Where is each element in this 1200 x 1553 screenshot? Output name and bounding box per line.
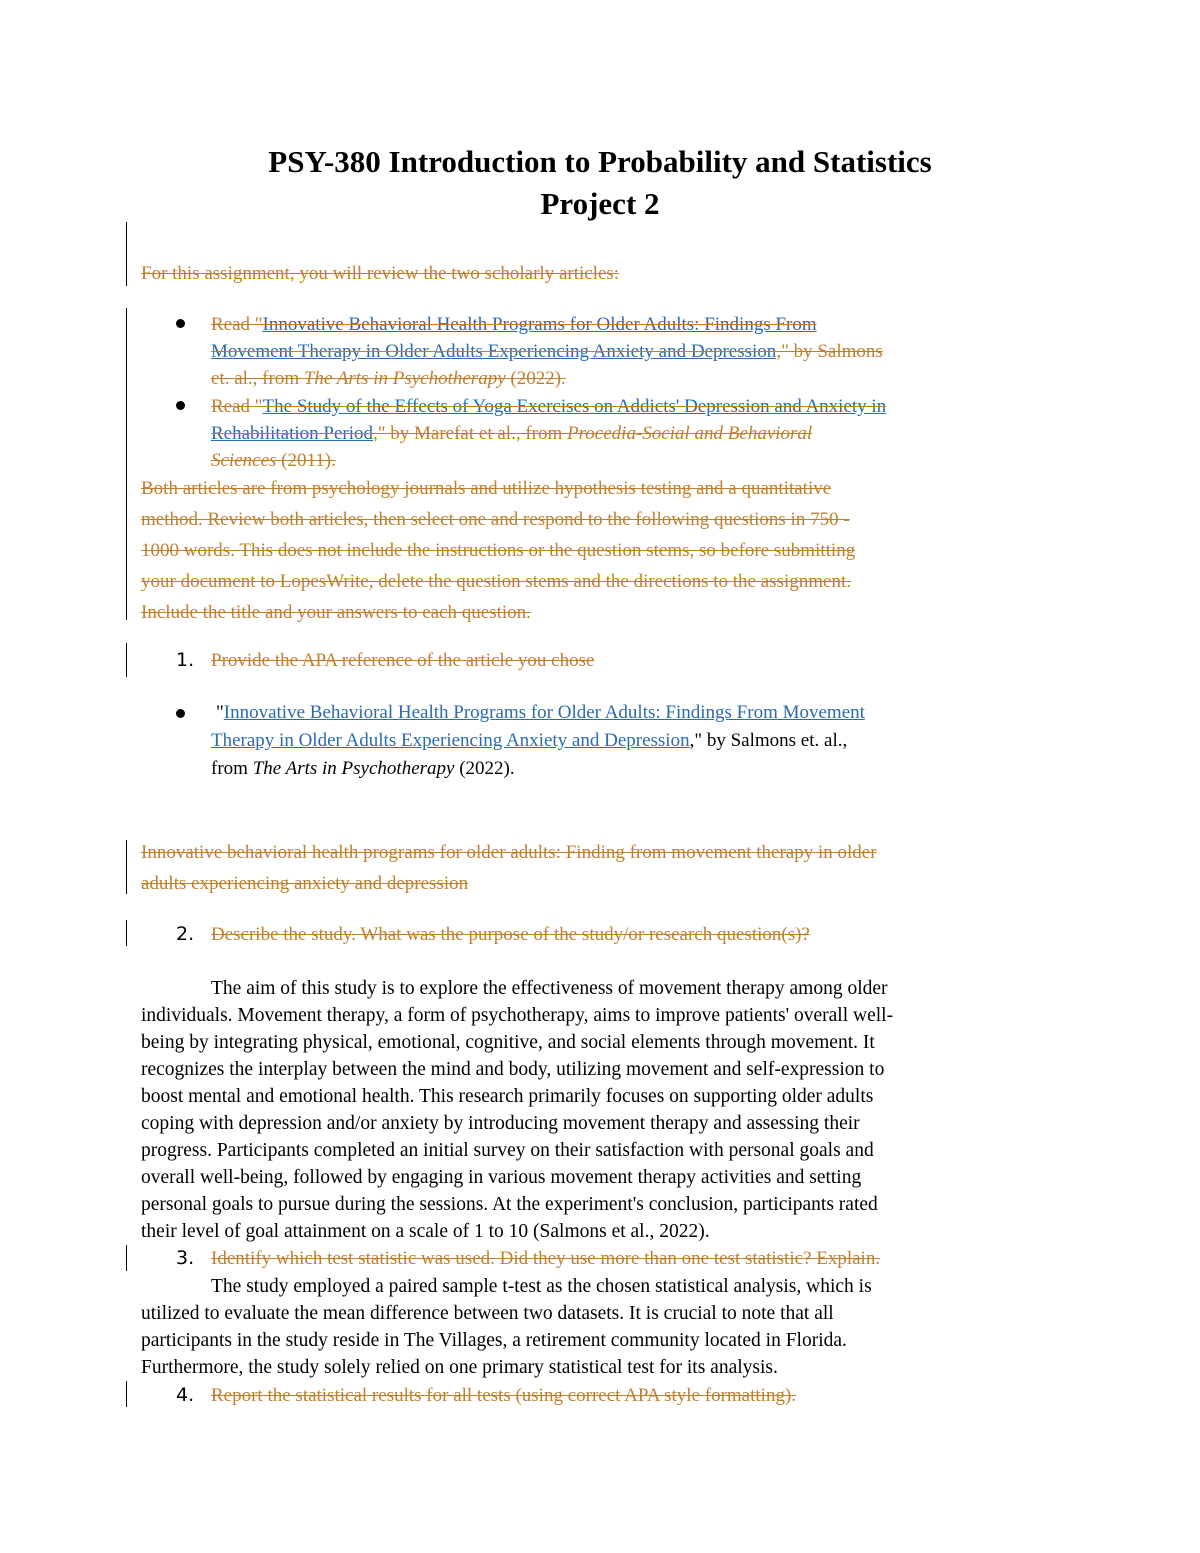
question-2-number: 2. [176, 923, 195, 945]
year-text: (2011). [276, 450, 336, 471]
answer-line: being by integrating physical, emotional, cognitive, and social elements through movement. It [141, 1032, 875, 1053]
answer-line: personal goals to pursue during the sessions. At the experiment's conclusion, participants rated [141, 1194, 878, 1215]
document-title: PSY-380 Introduction to Probability and Statistics [268, 144, 932, 179]
bullet-icon [176, 401, 185, 410]
reading-item-2-line-3 [211, 449, 336, 473]
revision-bar [126, 222, 127, 286]
author-text: ," by Marefat et al., from [373, 423, 568, 444]
article-title-line: Innovative behavioral health programs for older adults: Finding from movement therapy in older [141, 842, 877, 863]
answer-2-paragraph [141, 975, 893, 1245]
year-text: (2022). [505, 368, 566, 389]
answer-line: Furthermore, the study solely relied on one primary statistical test for its analysis. [141, 1357, 778, 1378]
journal-name-continued: Sciences [211, 450, 277, 471]
reference-line-2 [211, 729, 847, 753]
article-2-link-continued[interactable]: Rehabilitation Period [211, 423, 374, 444]
question-1-text: Provide the APA reference of the article you chose [211, 650, 595, 671]
reference-author: ," by Salmons et. al., [689, 730, 848, 751]
reading-item-1-line-2 [211, 340, 883, 364]
answer-line: utilized to evaluate the mean difference between two datasets. It is crucial to note that all [141, 1303, 834, 1324]
reference-from: from [211, 758, 253, 779]
instructions-line: method. Review both articles, then select one and respond to the following questions in 750 - [141, 509, 850, 530]
document-subtitle: Project 2 [540, 186, 660, 221]
question-3-text: Identify which test statistic was used. Did they use more than one test statistic? Explain. [211, 1248, 881, 1269]
revision-bar [126, 1245, 127, 1271]
article-title-line: adults experiencing anxiety and depression [141, 873, 469, 894]
reference-link[interactable]: Innovative Behavioral Health Programs for Older Adults: Findings From Movement [223, 702, 865, 723]
quote-mark: " [216, 702, 224, 723]
instructions-line: 1000 words. This does not include the instructions or the question stems, so before submitting [141, 540, 856, 561]
answer-line: progress. Participants completed an initial survey on their satisfaction with personal goals and [141, 1140, 874, 1161]
read-prefix: Read " [211, 396, 263, 417]
revision-bar [126, 840, 127, 894]
question-4-number: 4. [176, 1384, 195, 1406]
reading-item-1-line-3 [211, 367, 566, 391]
instructions-line: your document to LopesWrite, delete the question stems and the directions to the assignment. [141, 571, 851, 592]
question-4-text: Report the statistical results for all tests (using correct APA style formatting). [211, 1385, 797, 1406]
revision-bar [126, 308, 127, 620]
question-3-number: 3. [176, 1247, 195, 1269]
revision-bar [126, 1381, 127, 1407]
read-prefix: Read " [211, 314, 263, 335]
question-1-number: 1. [176, 649, 195, 671]
answer-line: The study employed a paired sample t-test as the chosen statistical analysis, which is [211, 1276, 872, 1297]
intro-text: For this assignment, you will review the two scholarly articles: [141, 263, 620, 284]
reference-journal: The Arts in Psychotherapy [252, 758, 455, 779]
reference-link-continued[interactable]: Therapy in Older Adults Experiencing Anxiety and Depression [211, 730, 690, 751]
answer-line: coping with depression and/or anxiety by introducing movement therapy and assessing their [141, 1113, 860, 1134]
reading-item-1-line-1 [211, 313, 817, 337]
answer-line: recognizes the interplay between the mind and body, utilizing movement and self-expression to [141, 1059, 885, 1080]
reference-year: (2022). [454, 758, 515, 779]
revision-bar [126, 643, 127, 677]
answer-line: their level of goal attainment on a scale of 1 to 10 (Salmons et al., 2022). [141, 1221, 710, 1242]
journal-name: Procedia-Social and Behavioral [567, 423, 813, 444]
article-2-link[interactable]: The Study of the Effects of Yoga Exercises on Addicts' Depression and Anxiety in [262, 396, 887, 417]
revision-bar [126, 920, 127, 946]
author-text: ," by Salmons [776, 341, 883, 362]
reference-line-3 [211, 757, 515, 781]
reference-line-1 [216, 701, 865, 725]
article-1-link-continued[interactable]: Movement Therapy in Older Adults Experiencing Anxiety and Depression [211, 341, 777, 362]
answer-line: overall well-being, followed by engaging in various movement therapy activities and setting [141, 1167, 862, 1188]
answer-line: individuals. Movement therapy, a form of psychotherapy, aims to improve patients' overall well- [141, 1005, 894, 1026]
instructions-line: Both articles are from psychology journals and utilize hypothesis testing and a quantitative [141, 478, 832, 499]
author-suffix: et. al., from [211, 368, 304, 389]
bullet-icon [176, 709, 185, 718]
journal-name: The Arts in Psychotherapy [303, 368, 506, 389]
reading-item-2-line-2 [211, 422, 812, 446]
reading-item-2-line-1 [211, 395, 886, 419]
answer-3-paragraph [141, 1273, 872, 1381]
answer-line: boost mental and emotional health. This research primarily focuses on supporting older adults [141, 1086, 874, 1107]
answer-line: The aim of this study is to explore the effectiveness of movement therapy among older [211, 978, 888, 999]
bullet-icon [176, 319, 185, 328]
answer-line: participants in the study reside in The Villages, a retirement community located in Florida. [141, 1330, 847, 1351]
question-2-text: Describe the study. What was the purpose of the study/or research question(s)? [211, 924, 810, 945]
instructions-line: Include the title and your answers to each question. [141, 602, 531, 623]
article-1-link[interactable]: Innovative Behavioral Health Programs for Older Adults: Findings From [262, 314, 817, 335]
